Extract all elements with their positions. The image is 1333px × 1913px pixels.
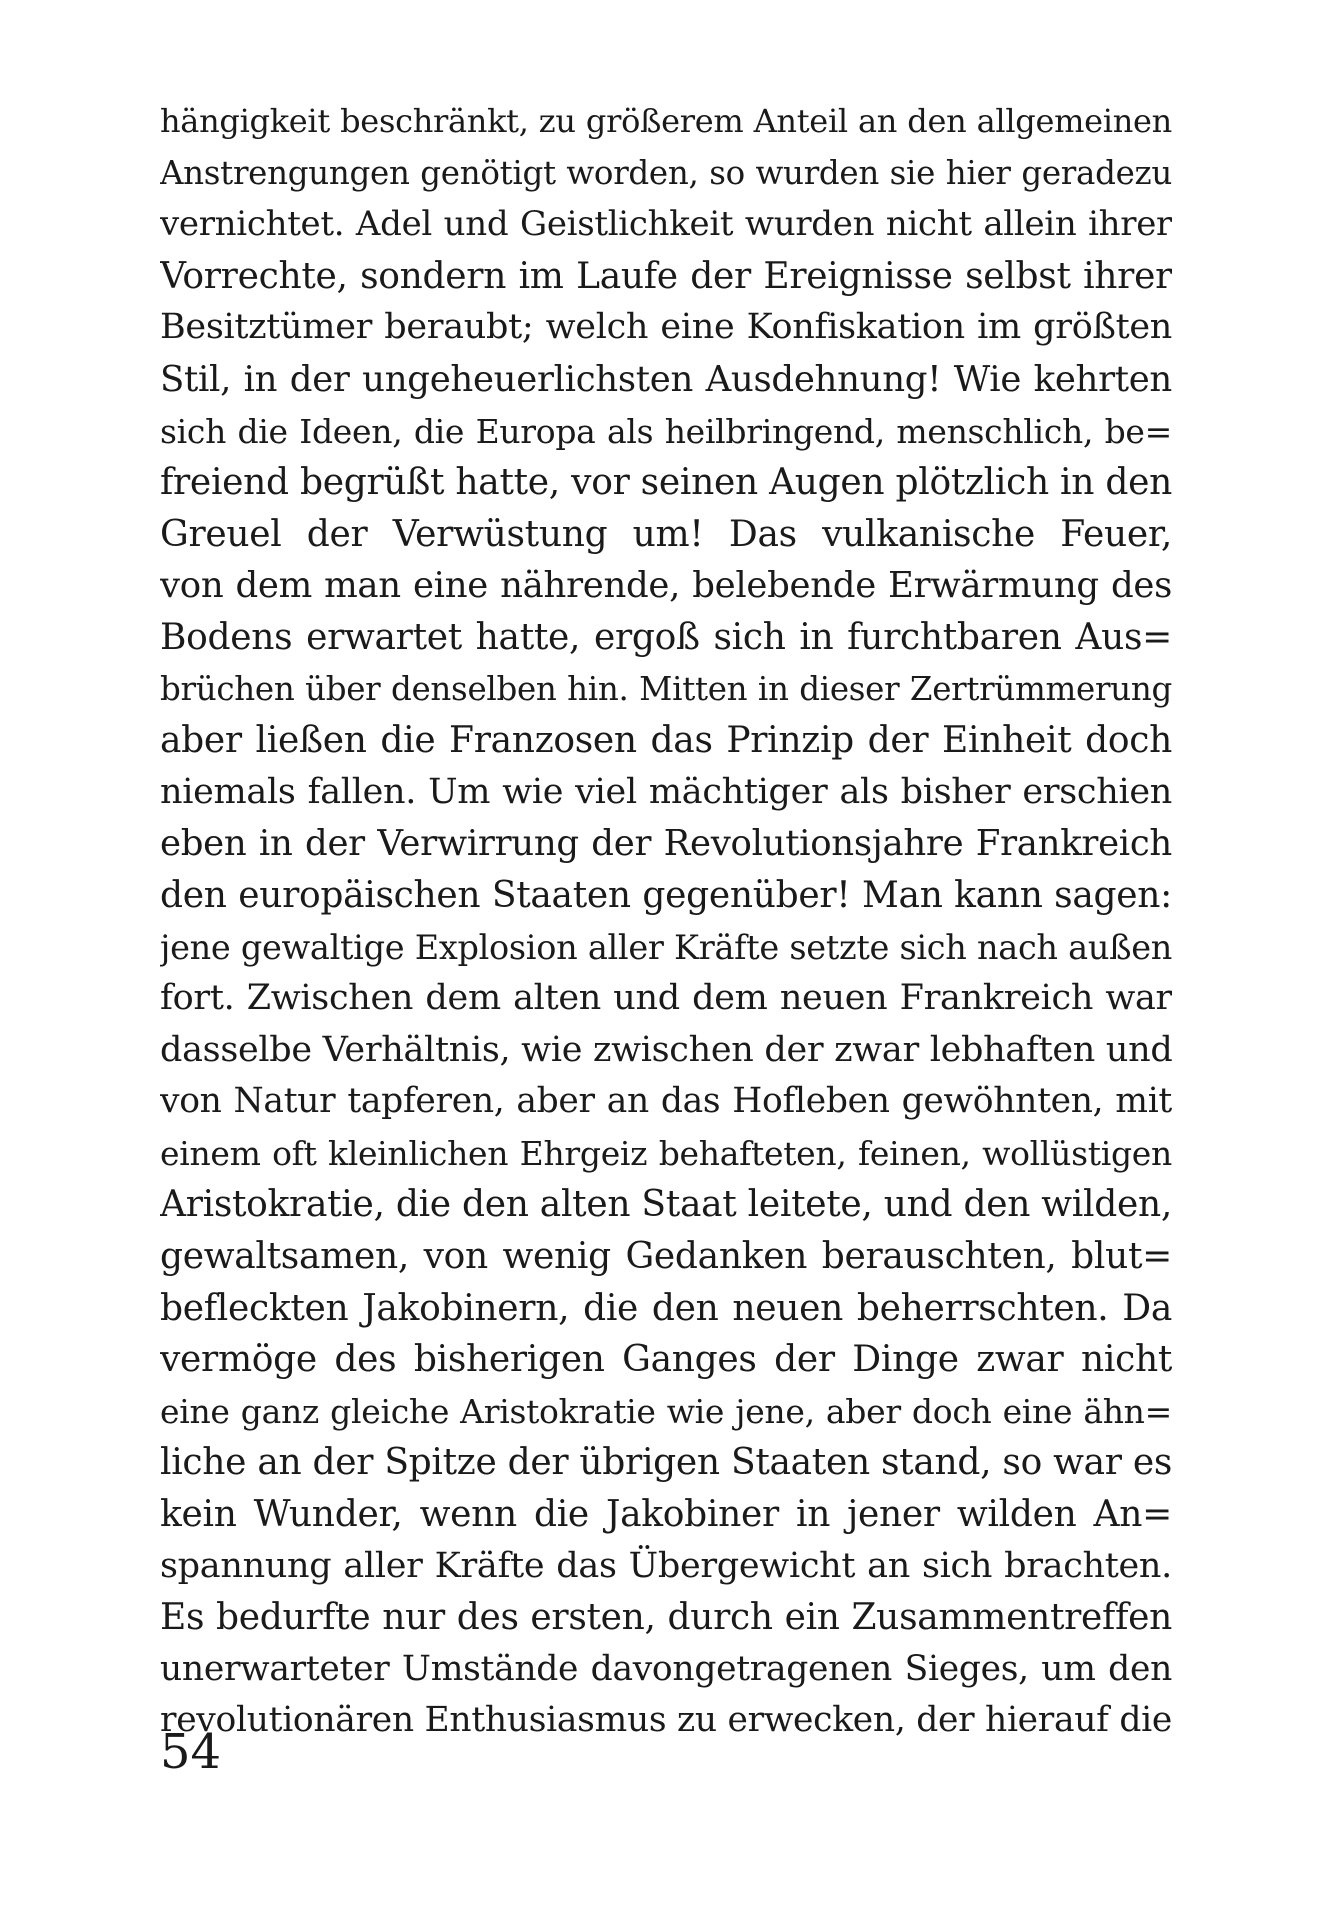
text-line: kein Wunder, wenn die Jakobiner in jener wilden An= xyxy=(160,1494,1172,1536)
body-text xyxy=(160,96,1172,1747)
text-line: von Natur tapferen, aber an das Hofleben gewöhnten, mit xyxy=(160,1081,1172,1122)
text-line: revolutionären Enthusiasmus zu erwecken, der hierauf die xyxy=(160,1700,1172,1741)
text-line: aber ließen die Franzosen das Prinzip der Einheit doch xyxy=(160,720,1172,762)
text-line: sich die Ideen, die Europa als heilbringend, menschlich, be= xyxy=(160,411,1172,451)
text-line: Besitztümer beraubt; welch eine Konfiskation im größten xyxy=(160,307,1172,348)
text-line: vernichtet. Adel und Geistlichkeit wurden nicht allein ihrer xyxy=(160,204,1172,245)
text-line: den europäischen Staaten gegenüber! Man kann sagen: xyxy=(160,874,1172,916)
text-line: einem oft kleinlichen Ehrgeiz behafteten, feinen, wollüstigen xyxy=(160,1133,1172,1173)
text-line: von dem man eine nährende, belebende Erwärmung des xyxy=(160,565,1172,607)
text-line: brüchen über denselben hin. Mitten in dieser Zertrümmerung xyxy=(160,669,1172,708)
page-number: 54 xyxy=(160,1724,222,1780)
text-line: niemals fallen. Um wie viel mächtiger als bisher erschien xyxy=(160,771,1172,812)
text-line: freiend begrüßt hatte, vor seinen Augen plötzlich in den xyxy=(160,462,1172,504)
text-line: unerwarteter Umstände davongetragenen Sieges, um den xyxy=(160,1648,1172,1689)
text-line: Greuel der Verwüstung um! Das vulkanische Feuer, xyxy=(160,513,1172,555)
text-line: liche an der Spitze der übrigen Staaten stand, so war es xyxy=(160,1442,1172,1484)
text-line: Bodens erwartet hatte, ergoß sich in furchtbaren Aus= xyxy=(160,616,1172,658)
text-line: eben in der Verwirrung der Revolutionsjahre Frankreich xyxy=(160,823,1172,865)
text-line: Es bedurfte nur des ersten, durch ein Zusammentreffen xyxy=(160,1597,1172,1639)
text-line: fort. Zwischen dem alten und dem neuen Frankreich war xyxy=(160,978,1172,1019)
text-line: dasselbe Verhältnis, wie zwischen der zwar lebhaften und xyxy=(160,1029,1172,1070)
text-line: Anstrengungen genötigt worden, so wurden sie hier geradezu xyxy=(160,153,1172,192)
text-line: spannung aller Kräfte das Übergewicht an sich brachten. xyxy=(160,1545,1172,1586)
text-line: Stil, in der ungeheuerlichsten Ausdehnung! Wie kehrten xyxy=(160,358,1172,400)
text-line: Aristokratie, die den alten Staat leitete, und den wilden, xyxy=(160,1184,1172,1226)
text-line: eine ganz gleiche Aristokratie wie jene, aber doch eine ähn= xyxy=(160,1391,1172,1431)
text-line: befleckten Jakobinern, die den neuen beherrschten. Da xyxy=(160,1287,1172,1329)
text-line: Vorrechte, sondern im Laufe der Ereignisse selbst ihrer xyxy=(160,255,1172,297)
text-line: jene gewaltige Explosion aller Kräfte setzte sich nach außen xyxy=(160,927,1172,967)
text-line: gewaltsamen, von wenig Gedanken berauschten, blut= xyxy=(160,1236,1172,1278)
text-line: hängigkeit beschränkt, zu größerem Anteil an den allgemeinen xyxy=(160,102,1172,140)
text-line: vermöge des bisherigen Ganges der Dinge zwar nicht xyxy=(160,1339,1172,1381)
